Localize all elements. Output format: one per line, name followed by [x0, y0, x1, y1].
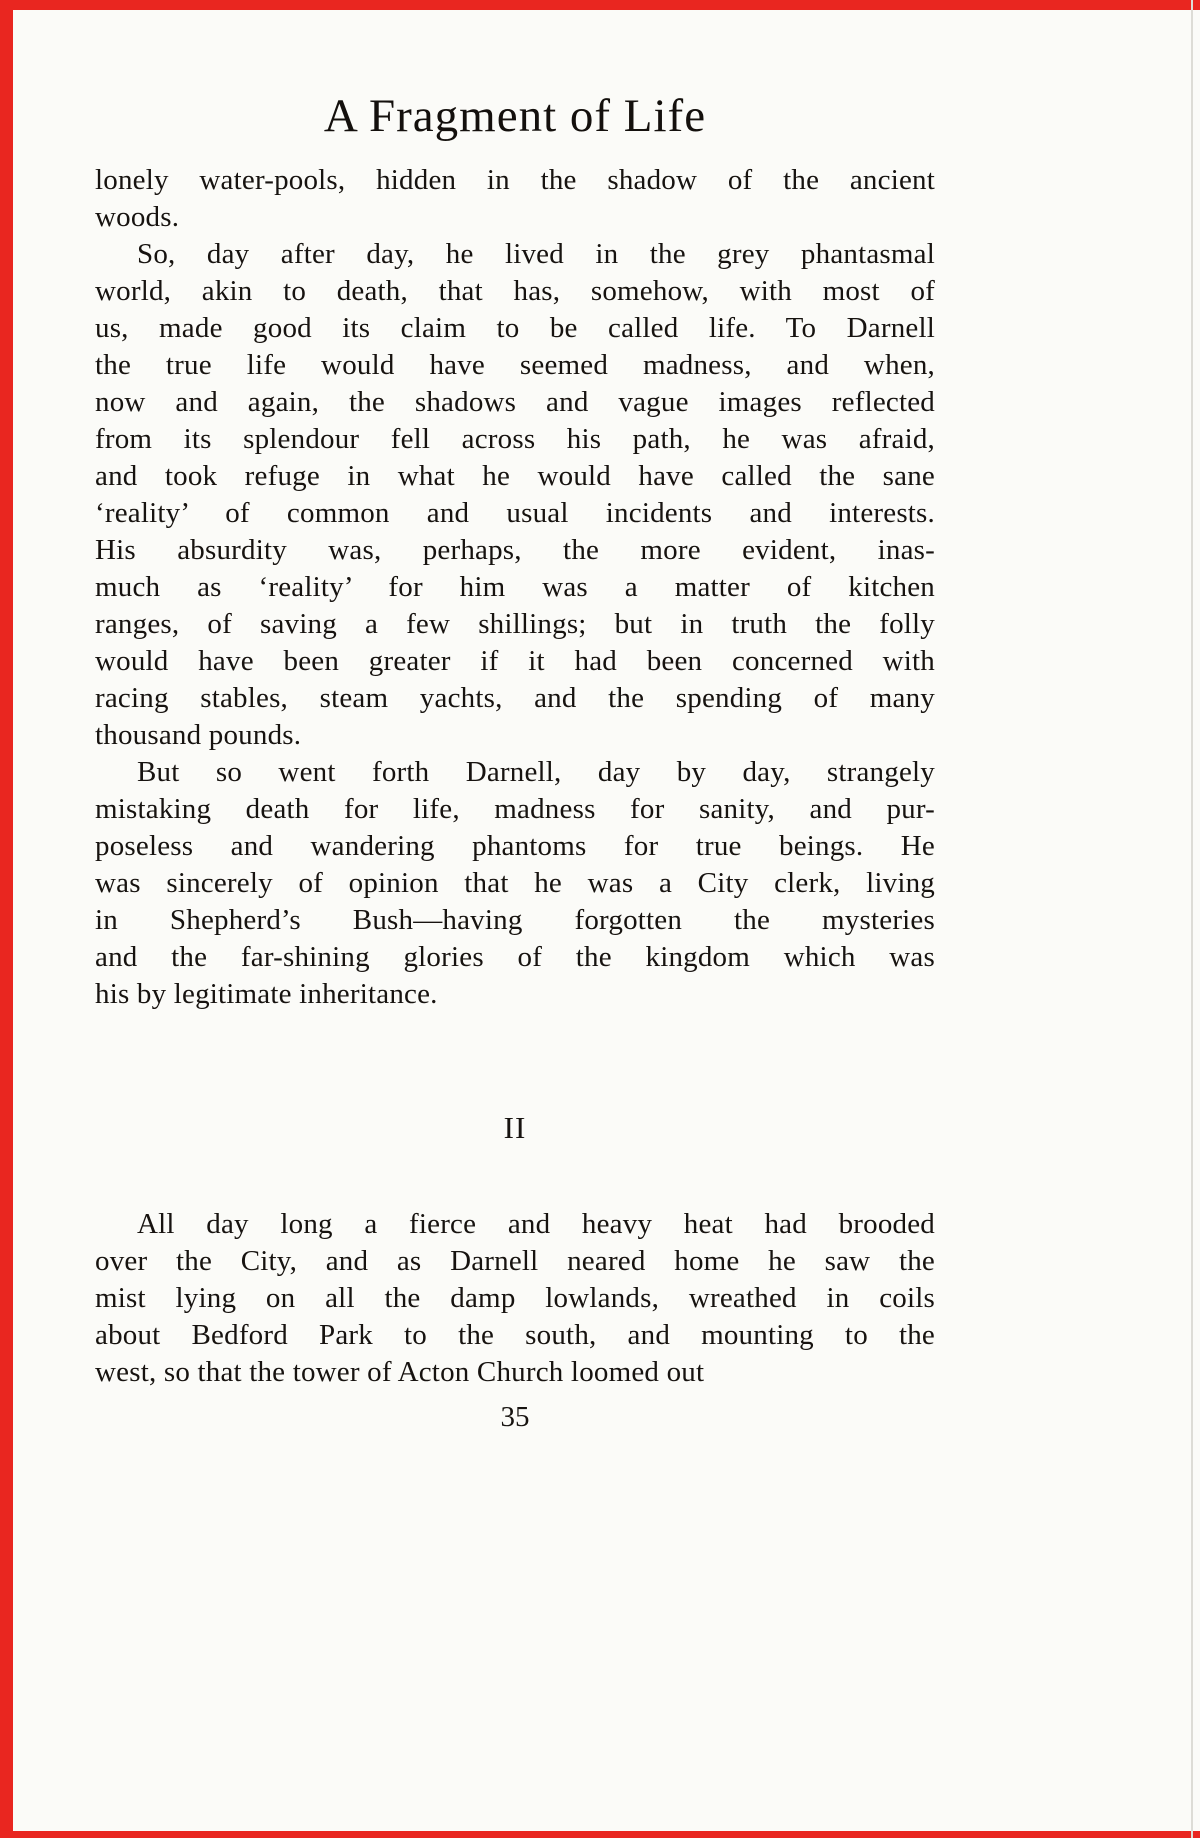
body-text-bottom — [95, 1206, 935, 1391]
scan-edge-right — [1191, 0, 1193, 1838]
text-line: much as ‘reality’ for him was a matter of kitchen — [95, 571, 935, 603]
text-line: the true life would have seemed madness, and when, — [95, 349, 935, 381]
text-line: was sincerely of opinion that he was a City clerk, living — [95, 867, 935, 899]
scan-edge-top — [0, 0, 1200, 10]
text-line: ‘reality’ of common and usual incidents and interests. — [95, 497, 935, 529]
paragraph — [95, 754, 935, 1013]
scan-edge-left — [0, 0, 13, 1838]
scan-edge-bottom — [0, 1831, 1200, 1838]
text-line: racing stables, steam yachts, and the spending of many — [95, 682, 935, 714]
text-line: world, akin to death, that has, somehow, with most of — [95, 275, 935, 307]
text-line: His absurdity was, perhaps, the more evident, inas- — [95, 534, 935, 566]
text-line: All day long a fierce and heavy heat had brooded — [137, 1208, 935, 1240]
text-line: lonely water-pools, hidden in the shadow of the ancient — [95, 164, 935, 196]
page-content — [95, 86, 935, 1436]
text-line: west, so that the tower of Acton Church loomed out — [95, 1356, 705, 1388]
text-line: mist lying on all the damp lowlands, wreathed in coils — [95, 1282, 935, 1314]
text-line: now and again, the shadows and vague images reflected — [95, 386, 935, 418]
text-line: from its splendour fell across his path, he was afraid, — [95, 423, 935, 455]
text-line: But so went forth Darnell, day by day, strangely — [137, 756, 935, 788]
text-line: thousand pounds. — [95, 719, 302, 751]
text-line: and the far-shining glories of the kingdom which was — [95, 941, 935, 973]
text-line: in Shepherd’s Bush—having forgotten the mysteries — [95, 904, 935, 936]
body-text-top — [95, 162, 935, 1013]
text-line: mistaking death for life, madness for sanity, and pur- — [95, 793, 935, 825]
text-line: about Bedford Park to the south, and mounting to the — [95, 1319, 935, 1351]
text-line: poseless and wandering phantoms for true beings. He — [95, 830, 935, 862]
section-heading: II — [503, 1110, 527, 1145]
text-line: his by legitimate inheritance. — [95, 978, 438, 1010]
text-line: over the City, and as Darnell neared home he saw the — [95, 1245, 935, 1277]
paragraph — [95, 162, 935, 236]
text-line: ranges, of saving a few shillings; but in truth the folly — [95, 608, 935, 640]
text-line: us, made good its claim to be called life. To Darnell — [95, 312, 935, 344]
text-line: So, day after day, he lived in the grey phantasmal — [137, 238, 935, 270]
paragraph — [95, 1206, 935, 1391]
text-line: and took refuge in what he would have called the sane — [95, 460, 935, 492]
page-number: 35 — [500, 1401, 530, 1433]
text-line: would have been greater if it had been concerned with — [95, 645, 935, 677]
text-line: woods. — [95, 201, 180, 233]
page-title: A Fragment of Life — [323, 90, 707, 142]
paragraph — [95, 236, 935, 754]
